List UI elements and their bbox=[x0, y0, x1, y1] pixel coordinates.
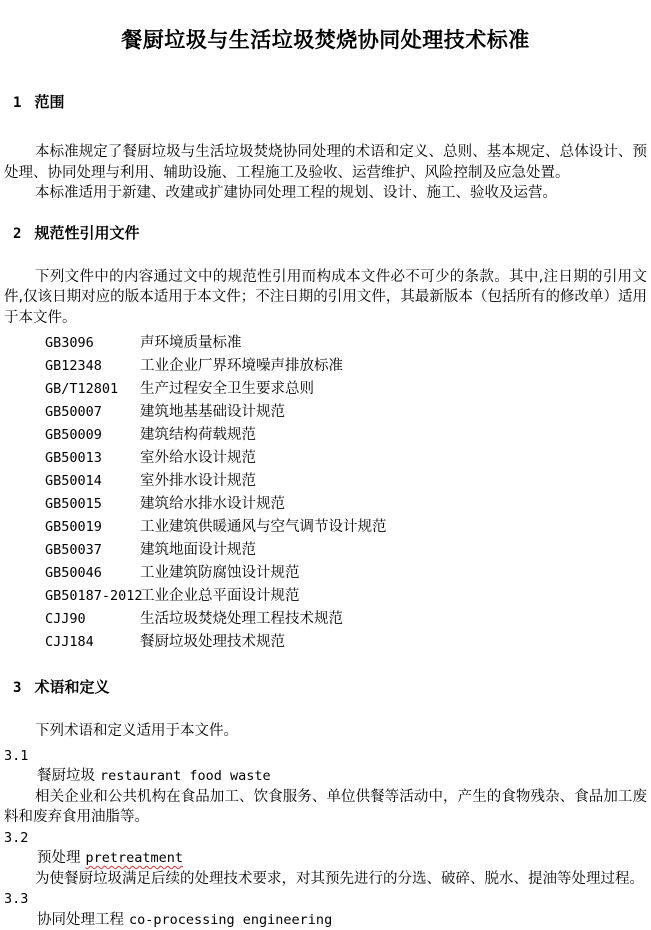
reference-title: 声环境质量标准 bbox=[140, 335, 242, 351]
reference-code: GB/T12801 bbox=[45, 379, 140, 400]
reference-title: 餐厨垃圾处理技术规范 bbox=[140, 634, 285, 650]
section-1-paragraph-2: 本标准适用于新建、改建或扩建协同处理工程的规划、设计、施工、验收及运营。 bbox=[4, 183, 647, 204]
reference-code: CJJ90 bbox=[45, 609, 140, 630]
term-number: 3.1 bbox=[4, 746, 651, 767]
reference-item bbox=[0, 423, 651, 446]
term-english-spellcheck-underline: pretreatment bbox=[86, 850, 184, 866]
term-chinese: 预处理 bbox=[37, 850, 81, 866]
reference-item bbox=[0, 400, 651, 423]
reference-code: GB50019 bbox=[45, 517, 140, 538]
reference-code: GB50015 bbox=[45, 494, 140, 515]
reference-title: 工业企业厂界环境噪声排放标准 bbox=[140, 358, 343, 374]
reference-item bbox=[0, 561, 651, 584]
reference-code: GB50013 bbox=[45, 448, 140, 469]
reference-code: GB50046 bbox=[45, 563, 140, 584]
section-1-paragraph-1: 本标准规定了餐厨垃圾与生活垃圾焚烧协同处理的术语和定义、总则、基本规定、总体设计、预处理、协同处理与利用、辅助设施、工程施工及验收、运营维护、风险控制及应急处置。 bbox=[4, 142, 647, 183]
reference-title: 工业建筑供暖通风与空气调节设计规范 bbox=[140, 519, 387, 535]
section-2-paragraph-1: 下列文件中的内容通过文中的规范性引用而构成本文件必不可少的条款。其中,注日期的引用文件,仅该日期对应的版本适用于本文件；不注日期的引用文件，其最新版本（包括所有的修改单）适用于本文件。 bbox=[4, 267, 647, 329]
reference-item bbox=[0, 538, 651, 561]
term-definition: 为使餐厨垃圾满足后续的处理技术要求，对其预先进行的分选、破碎、脱水、提油等处理过程。 bbox=[4, 869, 647, 890]
term-english: restaurant food waste bbox=[100, 768, 271, 784]
reference-item bbox=[0, 515, 651, 538]
reference-code: GB50037 bbox=[45, 540, 140, 561]
reference-code: GB50014 bbox=[45, 471, 140, 492]
reference-code: CJJ184 bbox=[45, 632, 140, 653]
section-2-title: 规范性引用文件 bbox=[34, 224, 139, 242]
section-1-title: 范围 bbox=[34, 93, 64, 111]
reference-item bbox=[0, 584, 651, 607]
document-page bbox=[0, 28, 651, 924]
section-3-intro: 下列术语和定义适用于本文件。 bbox=[4, 721, 647, 742]
section-1-number: 1 bbox=[13, 95, 21, 111]
section-3-number: 3 bbox=[13, 680, 21, 696]
terms-list bbox=[0, 746, 651, 930]
term-number: 3.3 bbox=[4, 889, 651, 910]
reference-title: 生产过程安全卫生要求总则 bbox=[140, 381, 314, 397]
term-heading bbox=[37, 766, 651, 787]
document-title: 餐厨垃圾与生活垃圾焚烧协同处理技术标准 bbox=[0, 28, 651, 52]
reference-item bbox=[0, 446, 651, 469]
section-2-number: 2 bbox=[13, 226, 21, 242]
term-heading bbox=[37, 848, 651, 869]
reference-item bbox=[0, 607, 651, 630]
reference-item bbox=[0, 630, 651, 653]
reference-title: 建筑给水排水设计规范 bbox=[140, 496, 285, 512]
reference-title: 建筑地基基础设计规范 bbox=[140, 404, 285, 420]
reference-title: 工业建筑防腐蚀设计规范 bbox=[140, 565, 300, 581]
reference-title: 室外给水设计规范 bbox=[140, 450, 256, 466]
term-definition: 相关企业和公共机构在食品加工、饮食服务、单位供餐等活动中，产生的食物残杂、食品加工废料和废弃食用油脂等。 bbox=[4, 787, 647, 828]
reference-item bbox=[0, 469, 651, 492]
term-heading bbox=[37, 910, 651, 930]
reference-code: GB50007 bbox=[45, 402, 140, 423]
term-number: 3.2 bbox=[4, 828, 651, 849]
reference-code: GB12348 bbox=[45, 356, 140, 377]
reference-title: 建筑地面设计规范 bbox=[140, 542, 256, 558]
section-3-heading bbox=[13, 679, 651, 696]
reference-item bbox=[0, 377, 651, 400]
reference-item bbox=[0, 331, 651, 354]
reference-list bbox=[0, 331, 651, 653]
term-english: co-processing engineering bbox=[129, 912, 332, 928]
reference-title: 室外排水设计规范 bbox=[140, 473, 256, 489]
section-3-title: 术语和定义 bbox=[34, 678, 109, 696]
reference-code: GB50187-2012 bbox=[45, 586, 140, 607]
reference-code: GB50009 bbox=[45, 425, 140, 446]
reference-title: 建筑结构荷载规范 bbox=[140, 427, 256, 443]
reference-item bbox=[0, 354, 651, 377]
section-1-heading bbox=[13, 94, 651, 111]
reference-title: 工业企业总平面设计规范 bbox=[140, 588, 300, 604]
reference-title: 生活垃圾焚烧处理工程技术规范 bbox=[140, 611, 343, 627]
term-chinese: 餐厨垃圾 bbox=[37, 768, 95, 784]
section-2-heading bbox=[13, 225, 651, 242]
reference-item bbox=[0, 492, 651, 515]
reference-code: GB3096 bbox=[45, 333, 140, 354]
term-chinese: 协同处理工程 bbox=[37, 912, 124, 928]
